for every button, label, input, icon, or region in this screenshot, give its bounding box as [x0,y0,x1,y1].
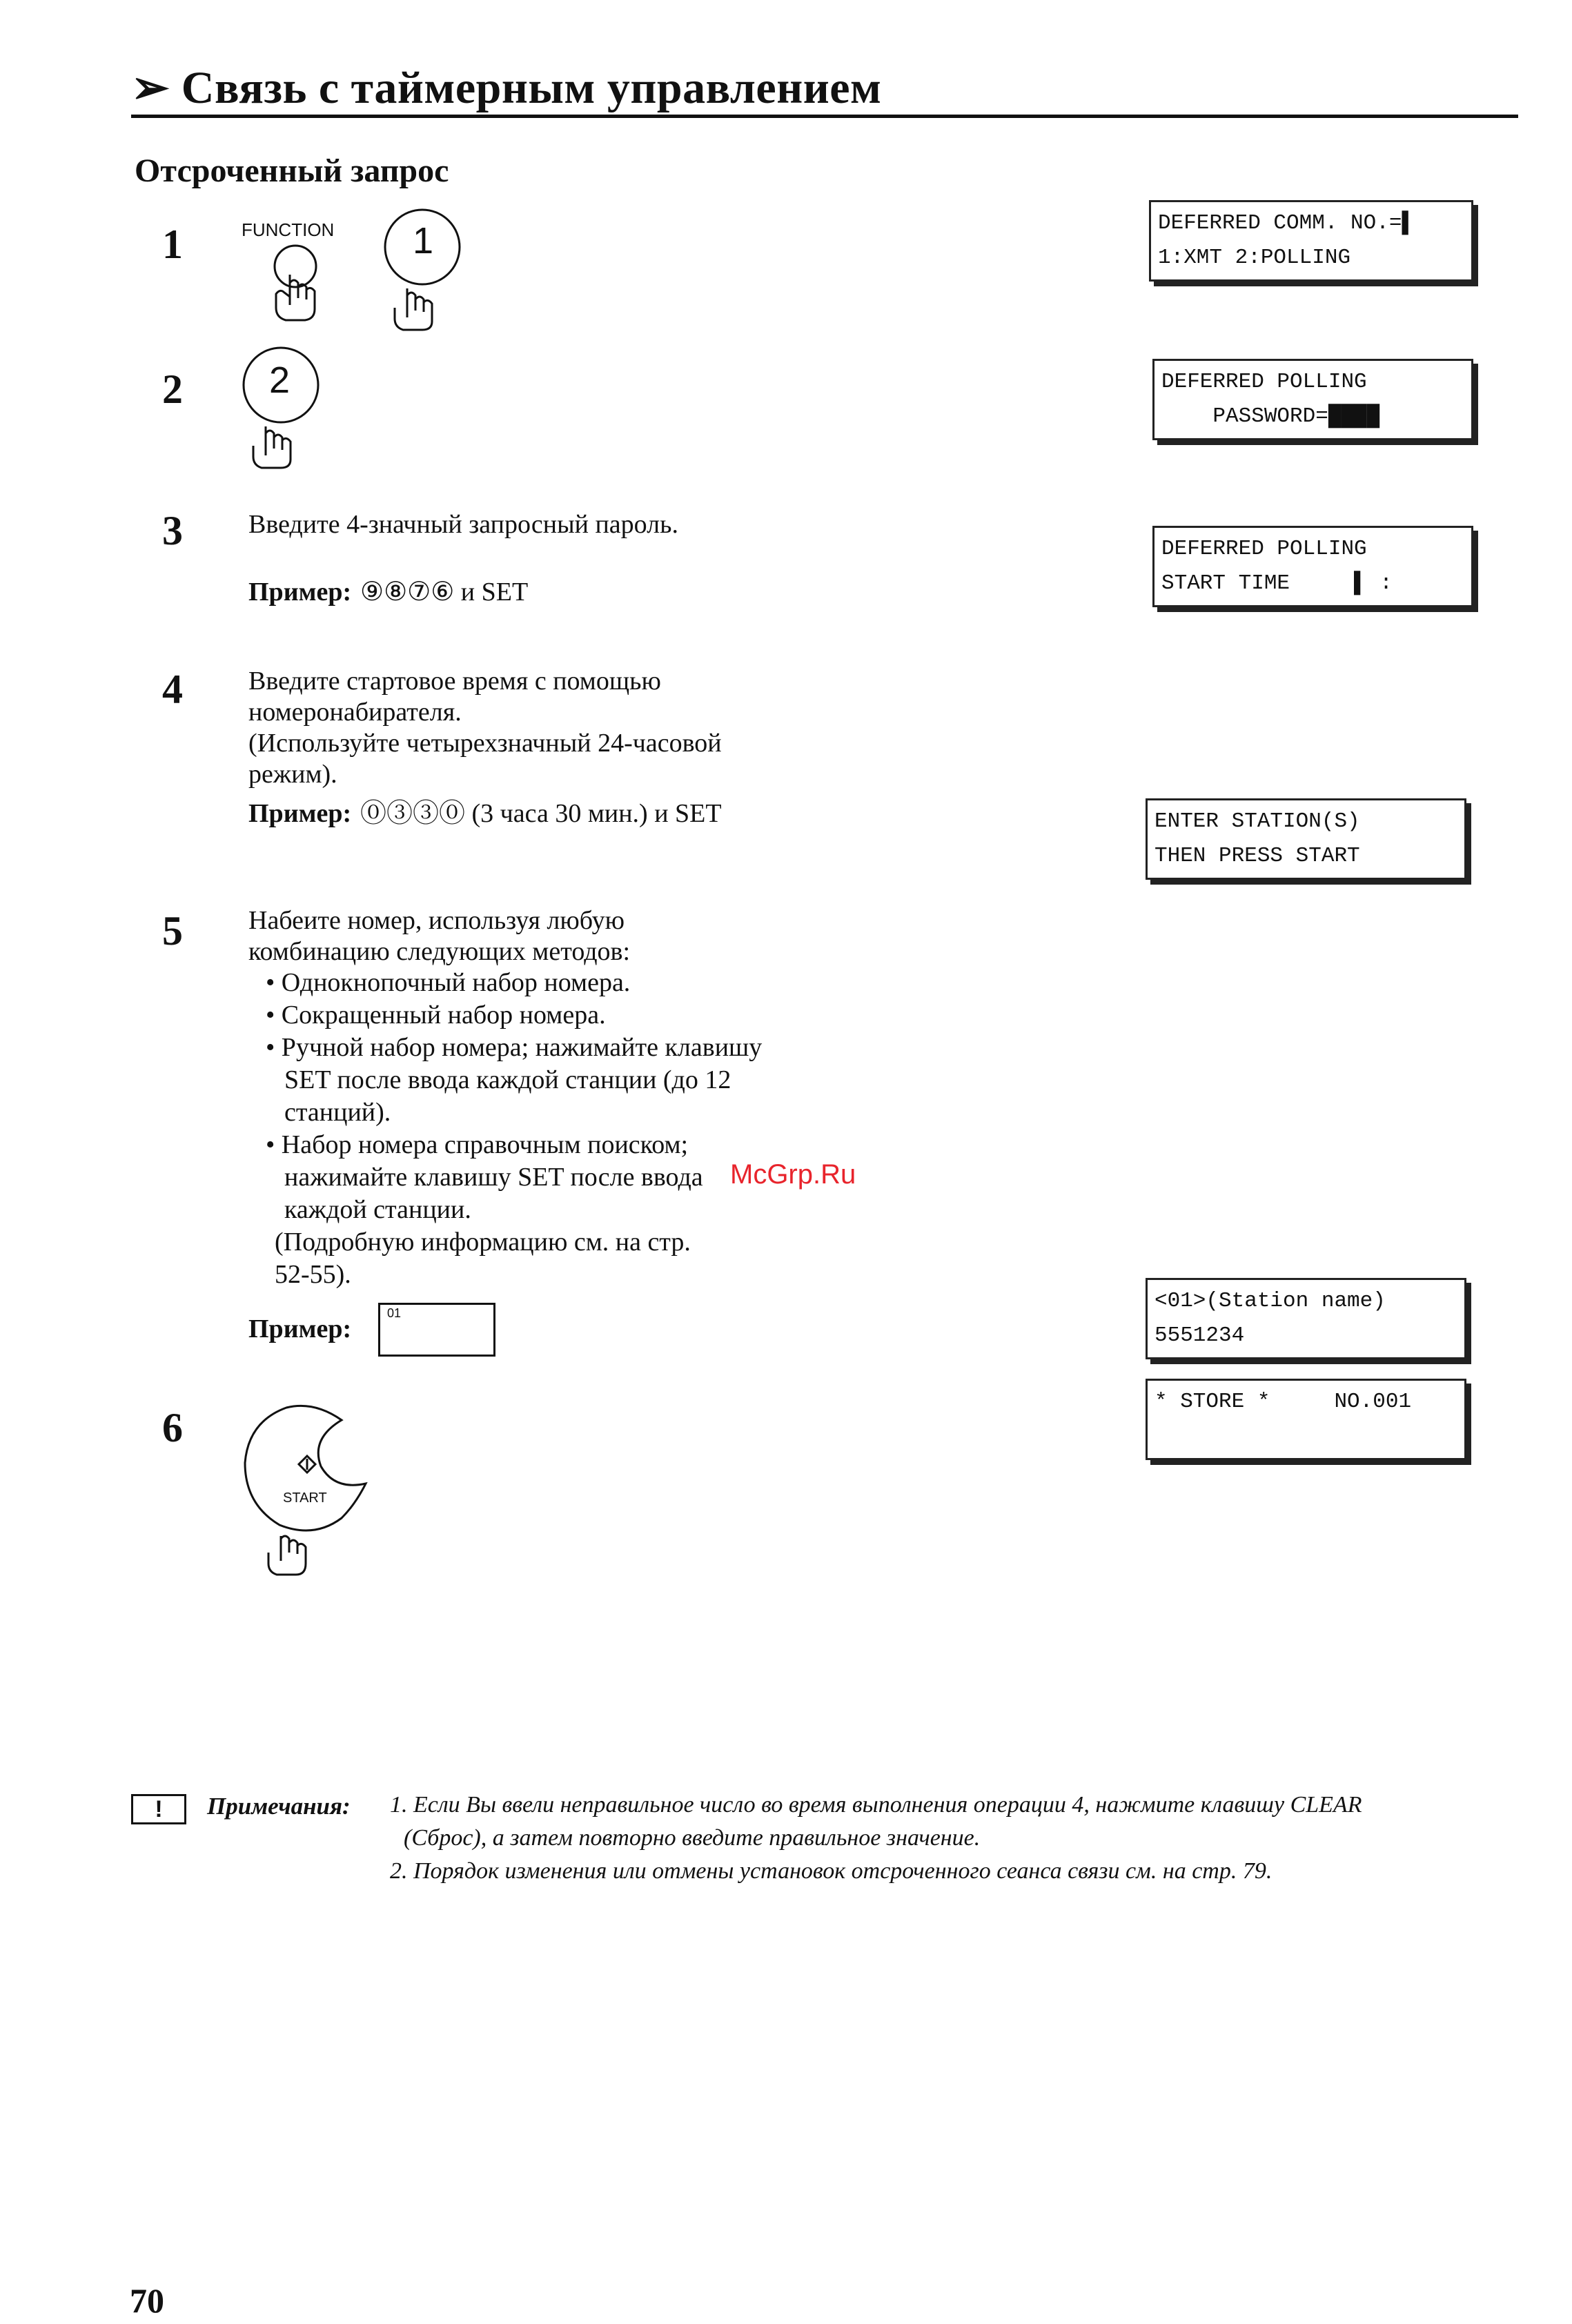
step-3-instruction: Введите 4-значный запросный пароль. [248,510,678,539]
lcd-line-1: DEFERRED COMM. NO.=▌ [1158,211,1415,235]
start-key-label: START [283,1490,327,1506]
page-number: 70 [130,2281,164,2320]
one-touch-key-number: 01 [387,1306,402,1320]
lcd-line-1: * STORE * NO.001 [1155,1390,1412,1414]
function-key-label: FUNCTION [242,219,335,240]
step-5-line: (Подробную информацию см. на стр. [275,1228,691,1257]
step-4-line: Введите стартовое время с помощью [248,667,661,696]
step-4-example-value: ⓪③③⓪ (3 часа 30 мин.) и SET [360,799,722,828]
one-touch-key-example [378,1303,495,1357]
lcd-line-1: ENTER STATION(S) [1155,809,1360,834]
step-5-line: 52-55). [275,1260,351,1289]
step-5-line: • Однокнопочный набор номера. [266,968,631,997]
lcd-line-2: START TIME ▌ : [1161,571,1393,595]
title-divider [131,115,1518,118]
note-item: 1. Если Вы ввели неправильное число во время выполнения операции 4, нажмите клавишу CLEAR [390,1792,1362,1818]
notes-label: Примечания: [207,1793,351,1820]
lcd-line-1: DEFERRED POLLING [1161,370,1367,394]
step-2-number: 2 [162,366,183,412]
lcd-line-1: <01>(Station name) [1155,1289,1386,1313]
step-5-line: нажимайте клавишу SET после ввода [284,1163,703,1192]
step-5-example-label: Пример: [248,1314,352,1343]
digit-2-key-label: 2 [269,360,291,401]
lcd-line-2: THEN PRESS START [1155,844,1360,868]
page-title: ➢ Связь с таймерным управлением [131,63,882,113]
step-5-line: комбинацию следующих методов: [248,937,631,966]
function-key-press-icon [262,242,338,328]
step-5-line: SET после ввода каждой станции (до 12 [284,1065,731,1094]
step-4-line: номеронабирателя. [248,698,462,727]
lcd-line-2: 1:XMT 2:POLLING [1158,246,1351,270]
step-3-example-value: ⑨⑧⑦⑥ и SET [360,578,529,607]
step-5-line: • Ручной набор номера; нажимайте клавишу [266,1033,763,1062]
step-5-line: каждой станции. [284,1195,471,1224]
lcd-display-deferred-comm [1149,200,1473,282]
step-1-number: 1 [162,221,183,267]
lcd-display-enter-station [1146,798,1466,880]
digit-1-key-label: 1 [413,220,434,262]
step-3-example-label: Пример: [248,578,352,607]
step-4-line: режим). [248,760,337,789]
lcd-display-station-name [1146,1278,1466,1359]
lcd-display-store [1146,1379,1466,1460]
step-6-number: 6 [162,1405,183,1450]
step-5-number: 5 [162,908,183,954]
note-icon: ! [131,1794,186,1824]
step-5-line: • Набор номера справочным поиском; [266,1130,689,1159]
lcd-line-1: DEFERRED POLLING [1161,537,1367,561]
step-5-line: • Сокращенный набор номера. [266,1001,606,1030]
lcd-line-2: PASSWORD=████ [1161,404,1380,429]
note-item: 2. Порядок изменения или отмены установок отсроченного сеанса связи см. на стр. 79. [390,1858,1273,1884]
step-3-number: 3 [162,508,183,553]
step-5-line: Набеите номер, используя любую [248,906,625,935]
note-item: (Сброс), а затем повторно введите правильное значение. [404,1825,981,1851]
step-4-line: (Используйте четырехзначный 24-часовой [248,729,722,758]
lcd-display-password [1152,359,1473,440]
watermark: McGrp.Ru [730,1159,856,1190]
lcd-line-2: 5551234 [1155,1323,1245,1348]
section-subtitle: Отсроченный запрос [135,152,449,189]
lcd-display-start-time [1152,526,1473,607]
step-4-number: 4 [162,667,183,712]
step-5-line: станций). [284,1098,391,1127]
step-4-example-label: Пример: [248,799,352,828]
